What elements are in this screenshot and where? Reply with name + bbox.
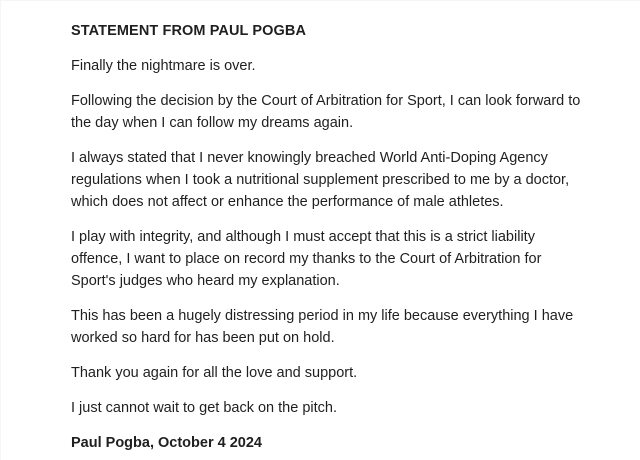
statement-paragraph-4: I play with integrity, and although I must accept that this is a strict liability offence, I want to place on record my thanks to the Court of Arbitration for Sport's judges who heard my explanation. bbox=[71, 229, 542, 289]
statement-paragraph-1: Finally the nightmare is over. bbox=[71, 58, 256, 74]
statement-paragraph-5: This has been a hugely distressing period in my life because everything I have worked so hard for has been put on hold. bbox=[71, 308, 574, 346]
statement-title: STATEMENT FROM PAUL POGBA bbox=[71, 23, 307, 39]
statement-paragraph-2: Following the decision by the Court of Arbitration for Sport, I can look forward to the day when I can follow my dreams again. bbox=[71, 93, 581, 131]
statement-paragraph-3: I always stated that I never knowingly breached World Anti-Doping Agency regulations when I took a nutritional supplement prescribed to me by a doctor, which does not affect or enhance the performance of male athletes. bbox=[71, 150, 570, 210]
statement-signature: Paul Pogba, October 4 2024 bbox=[71, 435, 262, 451]
statement-paragraph-7: I just cannot wait to get back on the pitch. bbox=[71, 400, 337, 416]
statement-paragraph-6: Thank you again for all the love and support. bbox=[71, 365, 358, 381]
statement-body bbox=[71, 20, 589, 454]
